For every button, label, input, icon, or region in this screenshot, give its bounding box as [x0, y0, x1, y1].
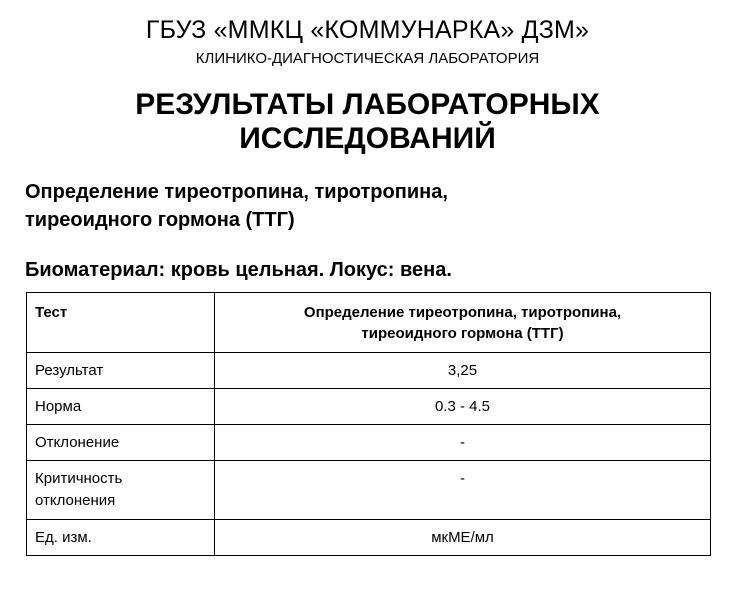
row-value: -	[215, 461, 711, 520]
row-label-line2: отклонения	[35, 492, 116, 509]
row-label	[27, 461, 215, 520]
row-value: мкМЕ/мл	[215, 520, 711, 556]
document-title-line2: ИССЛЕДОВАНИЙ	[239, 122, 496, 155]
header-value-cell	[215, 293, 711, 353]
organization-name: ГБУЗ «ММКЦ «КОММУНАРКА» ДЗМ»	[145, 16, 590, 44]
laboratory-name: КЛИНИКО-ДИАГНОСТИЧЕСКАЯ ЛАБОРАТОРИЯ	[195, 50, 540, 67]
header-label-cell: Тест	[27, 293, 215, 353]
row-value: 0.3 - 4.5	[215, 389, 711, 425]
test-name-heading	[25, 178, 715, 234]
row-label: Норма	[27, 389, 215, 425]
table-row-criticality	[27, 461, 711, 520]
table-row-norm	[27, 389, 711, 425]
header-value-line2: тиреоидного гормона (ТТГ)	[361, 325, 564, 342]
document-title-line1: РЕЗУЛЬТАТЫ ЛАБОРАТОРНЫХ	[135, 88, 600, 121]
row-label: Результат	[27, 353, 215, 389]
biomaterial-info: Биоматериал: кровь цельная. Локус: вена.	[25, 259, 452, 281]
row-label: Отклонение	[27, 425, 215, 461]
table-row-deviation	[27, 425, 711, 461]
row-value: 3,25	[215, 353, 711, 389]
table-header-row	[27, 293, 711, 353]
row-value: -	[215, 425, 711, 461]
table-row-result	[27, 353, 711, 389]
test-name-line2: тиреоидного гормона (ТТГ)	[25, 209, 295, 231]
results-table	[26, 292, 711, 556]
row-label: Ед. изм.	[27, 520, 215, 556]
document-title	[0, 88, 735, 156]
table-row-units	[27, 520, 711, 556]
test-name-line1: Определение тиреотропина, тиротропина,	[25, 181, 448, 203]
header-value-line1: Определение тиреотропина, тиротропина,	[303, 304, 622, 321]
row-label-line1: Критичность	[35, 470, 123, 487]
